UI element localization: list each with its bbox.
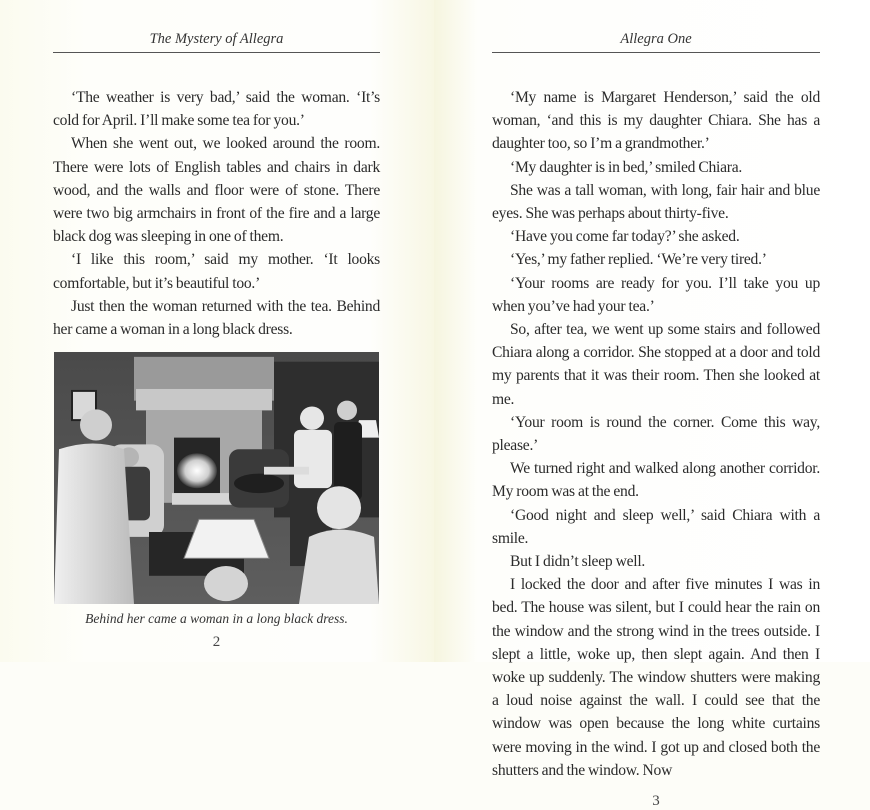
illustration-sitting-room [54, 352, 379, 604]
right-page [434, 0, 870, 810]
page-number: 3 [652, 793, 660, 810]
man-head [80, 410, 112, 441]
fire-flames [177, 453, 217, 488]
paragraph: ‘I like this room,’ said my mother. ‘It looks comfortable, but it’s beautiful too.’ [53, 251, 380, 292]
running-head-chapter-title: Allegra One [620, 31, 692, 47]
sleeping-dog [234, 474, 284, 493]
paragraph: ‘Your rooms are ready for you. I’ll take you up when you’ve had your tea.’ [492, 274, 820, 315]
right-page-column [492, 30, 820, 810]
girl-head [317, 487, 361, 530]
man-white-coat [54, 444, 134, 605]
header-rule [492, 52, 820, 53]
woman-in-black-head [337, 401, 357, 420]
page-number: 2 [212, 634, 221, 651]
paragraph: ‘Your room is round the corner. Come this way, please.’ [492, 413, 820, 455]
body-text [53, 86, 380, 341]
table-lamp-shade [184, 520, 269, 559]
running-head-book-title: The Mystery of Allegra [149, 31, 284, 47]
paragraph: I locked the door and after five minutes I was in bed. The house was silent, but I could hear the rain on the window and the strong wind in the trees outside. I slept a little, woke up, then slept again. And then I woke up suddenly. The window shutters were making a loud noise against the wall. I could see that the window was open because the long white curtains were moving in the wind. I got up and closed both the shutters and the window. Now [492, 576, 820, 779]
paragraph: ‘My daughter is in bed,’ smiled Chiara. [510, 158, 743, 176]
left-page-column [53, 30, 380, 662]
paragraph: She was a tall woman, with long, fair hair and blue eyes. She was perhaps about thirty-five. [492, 181, 820, 223]
left-page [0, 0, 434, 662]
old-woman-head [300, 407, 324, 430]
illustration-caption: Behind her came a woman in a long black dress. [85, 611, 348, 627]
illustration-drawing [54, 352, 379, 604]
paragraph: ‘Have you come far today?’ she asked. [510, 228, 740, 246]
paragraph: When she went out, we looked around the room. There were lots of English tables and chairs in dark wood, and the walls and floor were of stone. There were two big armchairs in front of the fire and a large black dog was sleeping in one of them. [53, 135, 380, 246]
tea-tray [264, 467, 309, 475]
paragraph: ‘Yes,’ my father replied. ‘We’re very tired.’ [510, 251, 767, 269]
paragraph: Just then the woman returned with the tea. Behind her came a woman in a long black dress. [53, 297, 380, 339]
paragraph: ‘My name is Margaret Henderson,’ said the old woman, ‘and this is my daughter Chiara. She has a daughter too, so I’m a grandmother.’ [492, 89, 820, 153]
mantel [136, 389, 272, 410]
paragraph: So, after tea, we went up some stairs and followed Chiara along a corridor. She stopped at a door and told my parents that it was their room. Then she looked at me. [492, 321, 820, 408]
header-rule [53, 52, 380, 53]
old-woman-blouse [294, 430, 332, 488]
girl-body [299, 530, 379, 604]
paragraph: But I didn’t sleep well. [510, 553, 646, 571]
table-lamp-base [204, 566, 248, 601]
paragraph: We turned right and walked along another corridor. My room was at the end. [492, 460, 820, 501]
hearth [172, 493, 236, 505]
body-text [492, 86, 820, 782]
paragraph: ‘Good night and sleep well,’ said Chiara with a smile. [492, 506, 820, 547]
paragraph: ‘The weather is very bad,’ said the woman. ‘It’s cold for April. I’ll make some tea for you.’ [53, 89, 380, 130]
